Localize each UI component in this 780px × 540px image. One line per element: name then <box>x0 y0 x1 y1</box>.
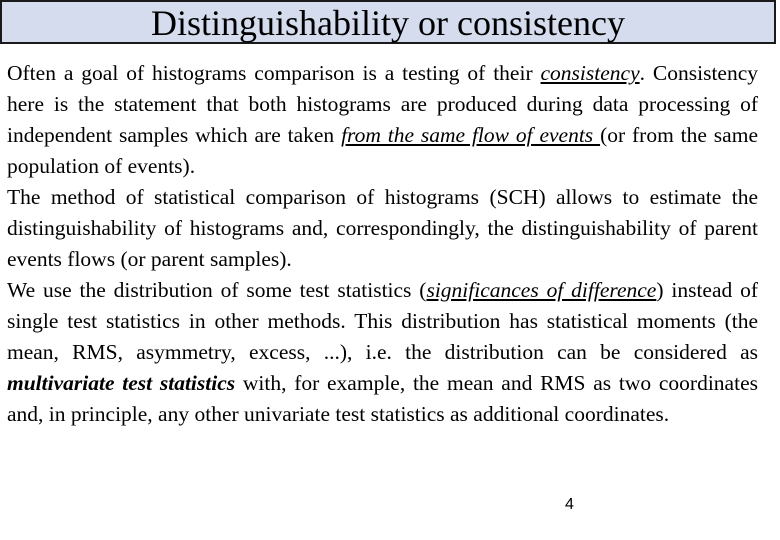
slide-title-bar <box>0 0 776 44</box>
emphasis-significances: significances of difference <box>426 278 657 302</box>
emphasis-multivariate: multivariate test statistics <box>7 371 236 395</box>
paragraph-consistency <box>7 58 758 182</box>
text-run: We use the distribution of some test statistics ( <box>7 278 427 302</box>
text-run: Often a goal of histograms comparison is a testing of their <box>7 61 541 85</box>
emphasis-same-flow: from the same flow of events <box>341 123 601 147</box>
text-run: (or from the same population of events). <box>7 123 758 178</box>
text-run: ) instead of single test statistics in other methods. This distribution has statistical moments (the mean, RMS, asymmetry, excess, ...), i.e. the distribution can be considered as <box>7 278 759 364</box>
text-run: with, for example, the mean and RMS as two coordinates and, in principle, any other univariate test statistics as additional coordinates. <box>7 371 758 426</box>
slide-title: Distinguishability or consistency <box>151 2 625 43</box>
text-run: . Consistency here is the statement that both histograms are produced during data processing of independent samples which are taken <box>7 61 759 147</box>
text-run: The method of statistical comparison of histograms (SCH) allows to estimate the distinguishability of histograms and, correspondingly, the distinguishability of parent events flows (or parent samples). <box>7 185 758 271</box>
paragraph-sch-method <box>7 182 758 275</box>
page-number: 4 <box>565 496 574 513</box>
slide-body <box>7 58 758 430</box>
paragraph-test-statistics <box>7 275 758 430</box>
emphasis-consistency: consistency <box>540 61 640 85</box>
